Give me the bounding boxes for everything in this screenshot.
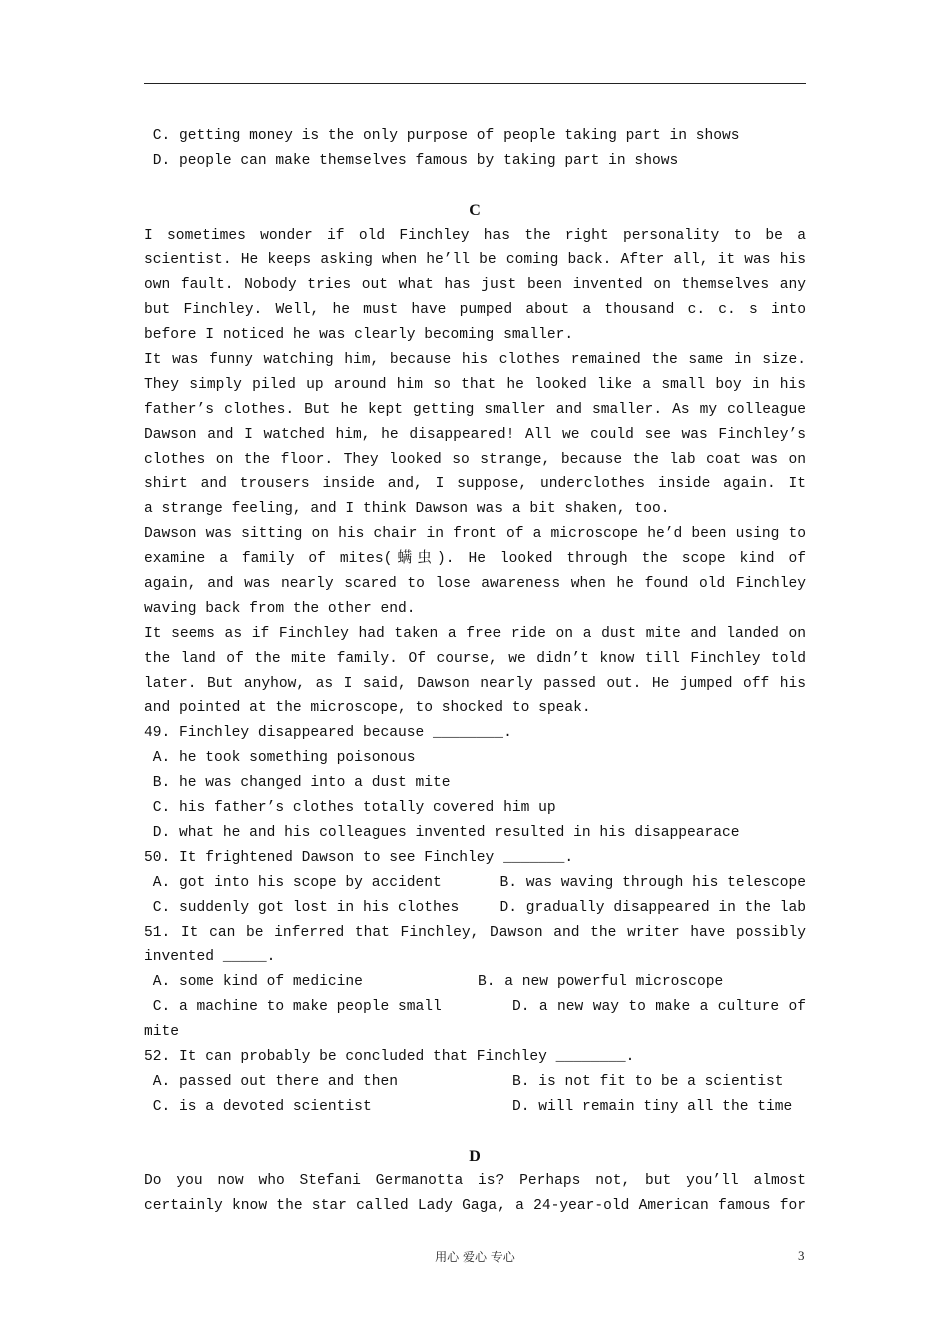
passage-line: shirt and trousers inside and, I suppose, underclothes inside again. It (144, 476, 806, 493)
passage-line: Dawson and I watched him, he disappeared! All we could see was Finchley’s (144, 426, 806, 443)
answer-option: D. will remain tiny all the time (512, 1098, 793, 1115)
answer-option: D. a new way to make a culture of (512, 999, 806, 1016)
section-heading-d: D (469, 1147, 481, 1165)
passage-line: again, and was nearly scared to lose awareness when he found old Finchley (144, 576, 806, 593)
answer-option: B. a new powerful microscope (478, 974, 724, 991)
question-stem-continued: invented _____. (144, 949, 276, 966)
answer-option: D. what he and his colleagues invented resulted in his disappearace (144, 824, 740, 841)
question-stem: 52. It can probably be concluded that Finchley ________. (144, 1048, 635, 1065)
question-stem: 50. It frightened Dawson to see Finchley _______. (144, 849, 574, 866)
answer-option: D. gradually disappeared in the lab (499, 899, 806, 916)
passage-line: later. But anyhow, as I said, Dawson nearly passed out. He jumped off his (144, 675, 806, 692)
page-content (144, 124, 806, 1219)
passage-line: examine a family of mites(螨虫). He looked through the scope kind of (144, 551, 806, 568)
passage-line: before I noticed he was clearly becoming smaller. (144, 327, 574, 344)
answer-option: A. passed out there and then (144, 1073, 398, 1090)
answer-option: C. is a devoted scientist (144, 1098, 372, 1115)
passage-line: Do you now who Stefani Germanotta is? Perhaps not, but you’ll almost (144, 1173, 806, 1190)
answer-option: C. suddenly got lost in his clothes (144, 899, 460, 916)
passage-line: scientist. He keeps asking when he’ll be coming back. After all, it was his (144, 252, 806, 269)
section-heading-c: C (469, 201, 481, 219)
option-d: D. people can make themselves famous by taking part in shows (144, 152, 679, 169)
answer-option: B. is not fit to be a scientist (512, 1073, 784, 1090)
passage-line: a strange feeling, and I think Dawson was a bit shaken, too. (144, 501, 670, 518)
passage-line: It seems as if Finchley had taken a free ride on a dust mite and landed on (144, 625, 806, 642)
question-51 (144, 921, 806, 1045)
passage-line: It was funny watching him, because his clothes remained the same in size. (144, 352, 806, 369)
answer-option: A. he took something poisonous (144, 750, 416, 767)
answer-option: C. his father’s clothes totally covered him up (144, 800, 556, 817)
answer-option: C. a machine to make people small (144, 999, 442, 1016)
question-stem: 51. It can be inferred that Finchley, Dawson and the writer have possibly (144, 924, 806, 941)
question-49 (144, 721, 806, 845)
passage-line: the land of the mite family. Of course, we didn’t know till Finchley told (144, 650, 806, 667)
passage-line: and pointed at the microscope, to shocked to speak. (144, 700, 591, 717)
answer-option: B. he was changed into a dust mite (144, 775, 451, 792)
passage-line: I sometimes wonder if old Finchley has the right personality to be a (144, 227, 806, 244)
passage-line: waving back from the other end. (144, 600, 416, 617)
passage-line: own fault. Nobody tries out what has just been invented on themselves any (144, 277, 806, 294)
question-stem: 49. Finchley disappeared because ________. (144, 725, 512, 742)
page-footer: 用心 爱心 专心 (435, 1250, 515, 1264)
question-50 (144, 846, 806, 921)
answer-option-continued: mite (144, 1024, 180, 1041)
passage-line: father’s clothes. But he kept getting smaller and smaller. As my colleague (144, 401, 806, 418)
answer-option: B. was waving through his telescope (499, 874, 806, 891)
passage-c (144, 224, 806, 722)
passage-line: They simply piled up around him so that he looked like a small boy in his (144, 376, 806, 393)
answer-option: A. got into his scope by accident (144, 874, 442, 891)
page-number: 3 (798, 1248, 805, 1263)
answer-option: A. some kind of medicine (144, 974, 363, 991)
question-52 (144, 1045, 806, 1120)
header-rule (144, 83, 806, 84)
option-c: C. getting money is the only purpose of people taking part in shows (144, 128, 740, 144)
passage-line: clothes on the floor. They looked so strange, because the lab coat was on (144, 451, 806, 468)
passage-line: certainly know the star called Lady Gaga, a 24-year-old American famous for (144, 1198, 806, 1215)
passage-line: but Finchley. Well, he must have pumped about a thousand c. c. s into (144, 302, 806, 319)
passage-line: Dawson was sitting on his chair in front of a microscope he’d been using to (144, 526, 806, 543)
